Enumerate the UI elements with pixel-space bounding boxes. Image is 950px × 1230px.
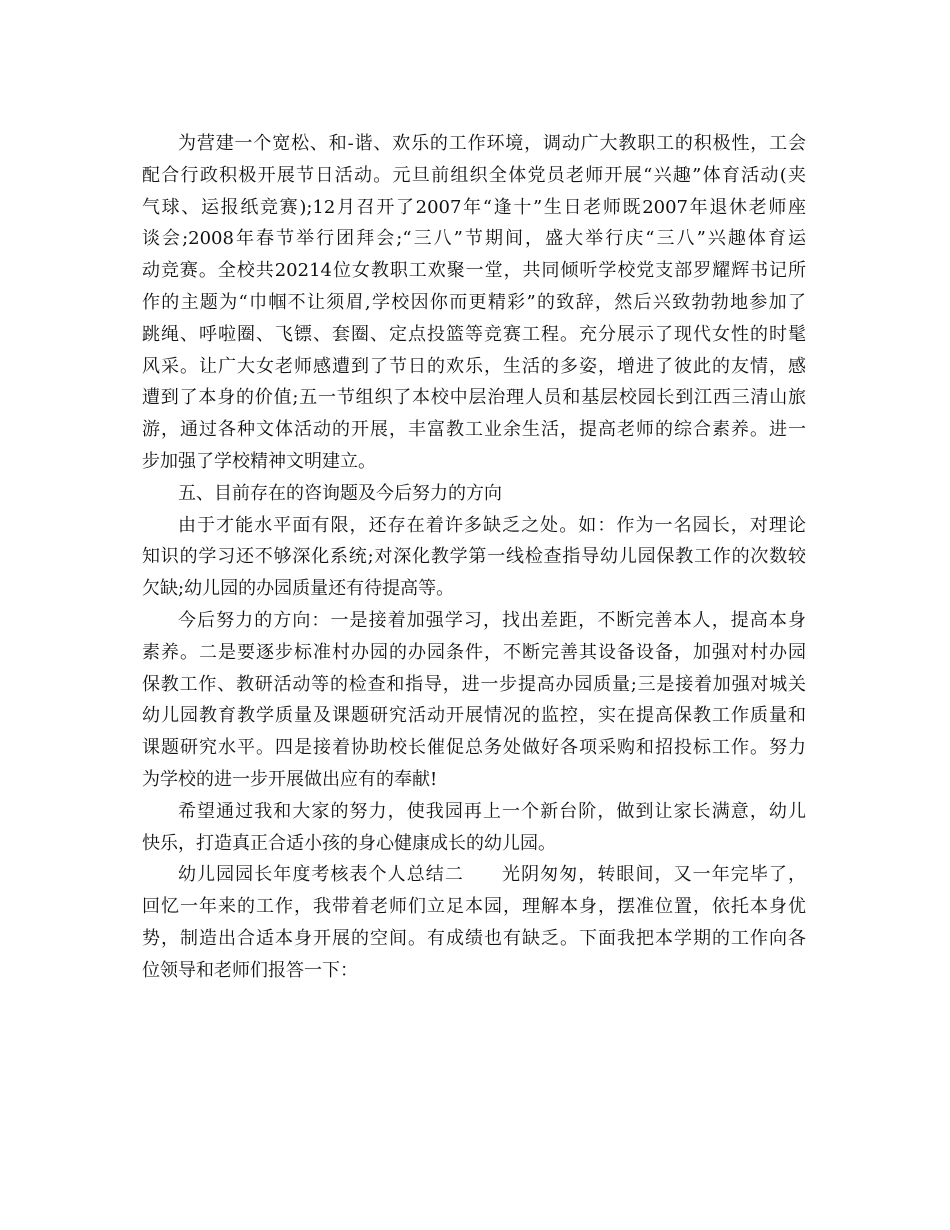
section-heading — [142, 478, 806, 510]
text-line: 保教工作、教研活动等的检查和指导，进一步提高办园质量;三是接着加强对城关 — [142, 673, 806, 695]
text-line: 遭到了本身的价值;五一节组织了本校中层治理人员和基层校园长到江西三清山旅 — [142, 387, 806, 409]
text-line: 素养。二是要逐步标准村办园的办园条件，不断完善其设备设备，加强对村办园 — [142, 641, 806, 663]
text-line: 快乐，打造真正合适小孩的身心健康成长的幼儿园。 — [142, 832, 556, 854]
text-line: 今后努力的方向：一是接着加强学习，找出差距，不断完善本人，提高本身 — [178, 609, 806, 631]
text-line: 配合行政积极开展节日活动。元旦前组织全体党员老师开展“兴趣”体育活动(夹 — [142, 164, 806, 186]
text-line: 势，制造出合适本身开展的空间。有成绩也有缺乏。下面我把本学期的工作向各 — [142, 927, 806, 949]
text-line: 课题研究水平。四是接着协助校长催促总务处做好各项采购和招投标工作。努力 — [142, 737, 806, 759]
section-heading-text: 五、目前存在的咨询题及今后努力的方向 — [178, 482, 502, 504]
text-line: 风采。让广大女老师感遭到了节日的欢乐，生活的多姿，增进了彼此的友情，感 — [142, 355, 806, 377]
text-line: 幼儿园教育教学质量及课题研究活动开展情况的监控，实在提高保教工作质量和 — [142, 705, 806, 727]
text-line: 幼儿园园长年度考核表个人总结二 光阴匆匆，转眼间，又一年完毕了， — [178, 864, 806, 886]
text-line: 气球、运报纸竞赛);12月召开了2007年“逢十”生日老师既2007年退休老师座 — [142, 196, 806, 218]
text-line: 由于才能水平面有限，还存在着许多缺乏之处。如：作为一名园长，对理论 — [178, 514, 806, 536]
paragraph-shortcomings — [142, 510, 806, 605]
text-line: 位领导和老师们报答一下： — [142, 959, 358, 981]
text-line: 知识的学习还不够深化系统;对深化教学第一线检查指导幼儿园保教工作的次数较 — [142, 546, 806, 568]
paragraph-hope — [142, 796, 806, 860]
document-body — [142, 128, 806, 987]
text-line: 希望通过我和大家的努力，使我园再上一个新台阶，做到让家长满意，幼儿 — [178, 800, 806, 822]
text-line: 步加强了学校精神文明建立。 — [142, 450, 376, 472]
paragraph-summary-two — [142, 859, 806, 986]
text-line: 谈会;2008年春节举行团拜会;“三八”节期间，盛大举行庆“三八”兴趣体育运 — [142, 228, 806, 250]
text-line: 欠缺;幼儿园的办园质量还有待提高等。 — [142, 578, 455, 600]
paragraph-future-direction — [142, 605, 806, 796]
text-line: 游，通过各种文体活动的开展，丰富教工业余生活，提高老师的综合素养。进一 — [142, 419, 806, 441]
text-line: 动竞赛。全校共20214位女教职工欢聚一堂，共同倾听学校党支部罗耀辉书记所 — [142, 260, 806, 282]
text-line: 为营建一个宽松、和-谐、欢乐的工作环境，调动广大教职工的积极性，工会 — [178, 133, 806, 154]
text-line: 回忆一年来的工作，我带着老师们立足本园，理解本身，摆准位置，依托本身优 — [142, 896, 806, 918]
paragraph-activities — [142, 128, 806, 478]
text-line: 作的主题为“巾帼不让须眉,学校因你而更精彩”的致辞，然后兴致勃勃地参加了 — [142, 291, 806, 313]
text-line: 跳绳、呼啦圈、飞镖、套圈、定点投篮等竞赛工程。充分展示了现代女性的时髦 — [142, 323, 806, 345]
text-line: 为学校的进一步开展做出应有的奉献! — [142, 768, 438, 790]
